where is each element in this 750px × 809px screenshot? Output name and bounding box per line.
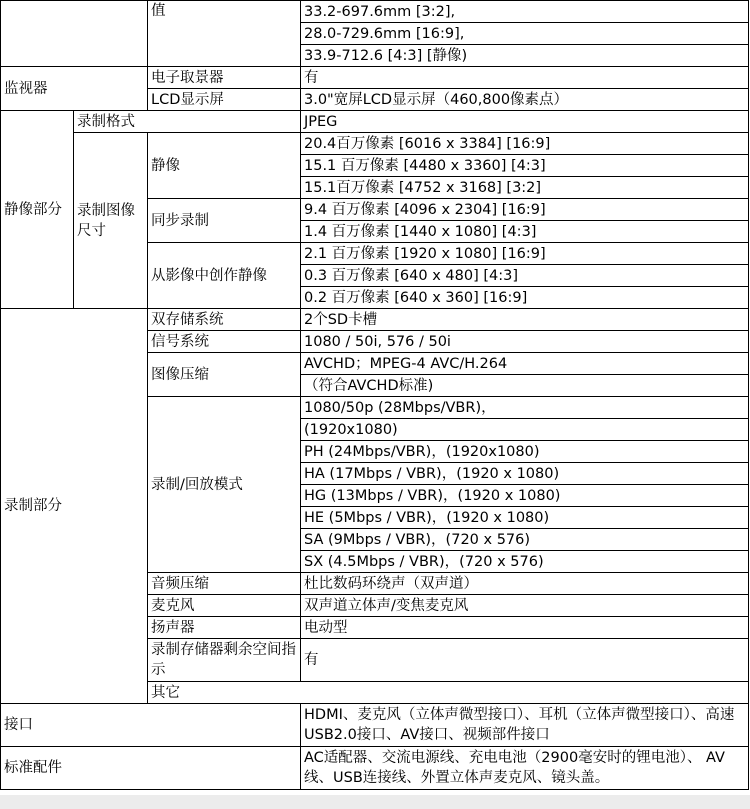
record-mode-label: 录制/回放模式 xyxy=(148,397,301,573)
still-value: 15.1百万像素 [4752 x 3168] [3:2] xyxy=(301,177,749,199)
still-value: 20.4百万像素 [6016 x 3384] [16:9] xyxy=(301,133,749,155)
page-bottom-margin xyxy=(0,795,750,809)
section-label-other: 其它 xyxy=(148,682,749,704)
focal-length-value: 33.2-697.6mm [3:2], xyxy=(301,1,749,23)
from-movie-value: 0.2 百万像素 [640 x 360] [16:9] xyxy=(301,287,749,309)
microphone-label: 麦克风 xyxy=(148,595,301,617)
signal-system-value: 1080 / 50i, 576 / 50i xyxy=(301,331,749,353)
remaining-space-value: 有 xyxy=(301,639,749,682)
speaker-label: 扬声器 xyxy=(148,617,301,639)
table-row xyxy=(1,309,749,331)
section-label-monitor: 监视器 xyxy=(1,67,148,111)
empty-cell xyxy=(1,1,148,67)
evf-value: 有 xyxy=(301,67,749,89)
record-mode-value: SX (4.5Mbps / VBR)，(720 x 576) xyxy=(301,551,749,573)
from-movie-label: 从影像中创作静像 xyxy=(148,243,301,309)
speaker-value: 电动型 xyxy=(301,617,749,639)
compression-value: AVCHD；MPEG-4 AVC/H.264 xyxy=(301,353,749,375)
focal-length-label: 值 xyxy=(148,1,301,67)
evf-label: 电子取景器 xyxy=(148,67,301,89)
record-mode-value: HG (13Mbps / VBR)，(1920 x 1080) xyxy=(301,485,749,507)
record-mode-value: HE (5Mbps / VBR)，(1920 x 1080) xyxy=(301,507,749,529)
record-format-value: JPEG xyxy=(301,111,749,133)
focal-length-value: 33.9-712.6 [4:3] [静像) xyxy=(301,45,749,67)
table-row xyxy=(1,133,749,155)
from-movie-value: 0.3 百万像素 [640 x 480] [4:3] xyxy=(301,265,749,287)
record-mode-value: PH (24Mbps/VBR)，(1920x1080) xyxy=(301,441,749,463)
table-row xyxy=(1,67,749,89)
compression-label: 图像压缩 xyxy=(148,353,301,397)
signal-system-label: 信号系统 xyxy=(148,331,301,353)
table-row xyxy=(1,1,749,23)
table-row xyxy=(1,111,749,133)
record-format-label: 录制格式 xyxy=(74,111,301,133)
dual-storage-label: 双存储系统 xyxy=(148,309,301,331)
focal-length-value: 28.0-729.6mm [16:9], xyxy=(301,23,749,45)
dual-storage-value: 2个SD卡槽 xyxy=(301,309,749,331)
record-mode-value: HA (17Mbps / VBR)，(1920 x 1080) xyxy=(301,463,749,485)
record-mode-value: (1920x1080) xyxy=(301,419,749,441)
record-mode-value: 1080/50p (28Mbps/VBR)， xyxy=(301,397,749,419)
section-label-still: 静像部分 xyxy=(1,111,74,309)
sync-record-label: 同步录制 xyxy=(148,199,301,243)
section-label-recording: 录制部分 xyxy=(1,309,148,704)
table-row xyxy=(1,747,749,790)
compression-value: （符合AVCHD标准) xyxy=(301,375,749,397)
remaining-space-label: 录制存储器剩余空间指示 xyxy=(148,639,301,682)
sync-record-value: 1.4 百万像素 [1440 x 1080] [4:3] xyxy=(301,221,749,243)
sync-record-value: 9.4 百万像素 [4096 x 2304] [16:9] xyxy=(301,199,749,221)
section-label-accessories: 标准配件 xyxy=(1,747,301,790)
image-size-label: 录制图像尺寸 xyxy=(74,133,148,309)
table-row xyxy=(1,704,749,747)
accessories-value: AC适配器、交流电源线、充电电池（2900毫安时的锂电池）、 AV线、USB连接线、外置立体声麦克风、镜头盖。 xyxy=(301,747,749,790)
from-movie-value: 2.1 百万像素 [1920 x 1080] [16:9] xyxy=(301,243,749,265)
lcd-label: LCD显示屏 xyxy=(148,89,301,111)
audio-compression-value: 杜比数码环绕声（双声道） xyxy=(301,573,749,595)
interface-value: HDMI、麦克风（立体声微型接口）、耳机（立体声微型接口）、高速USB2.0接口、AV接口、视频部件接口 xyxy=(301,704,749,747)
lcd-value: 3.0"宽屏LCD显示屏（460,800像素点） xyxy=(301,89,749,111)
still-value: 15.1 百万像素 [4480 x 3360] [4:3] xyxy=(301,155,749,177)
still-label: 静像 xyxy=(148,133,301,199)
record-mode-value: SA (9Mbps / VBR)，(720 x 576) xyxy=(301,529,749,551)
section-label-interface: 接口 xyxy=(1,704,301,747)
audio-compression-label: 音频压缩 xyxy=(148,573,301,595)
microphone-value: 双声道立体声/变焦麦克风 xyxy=(301,595,749,617)
